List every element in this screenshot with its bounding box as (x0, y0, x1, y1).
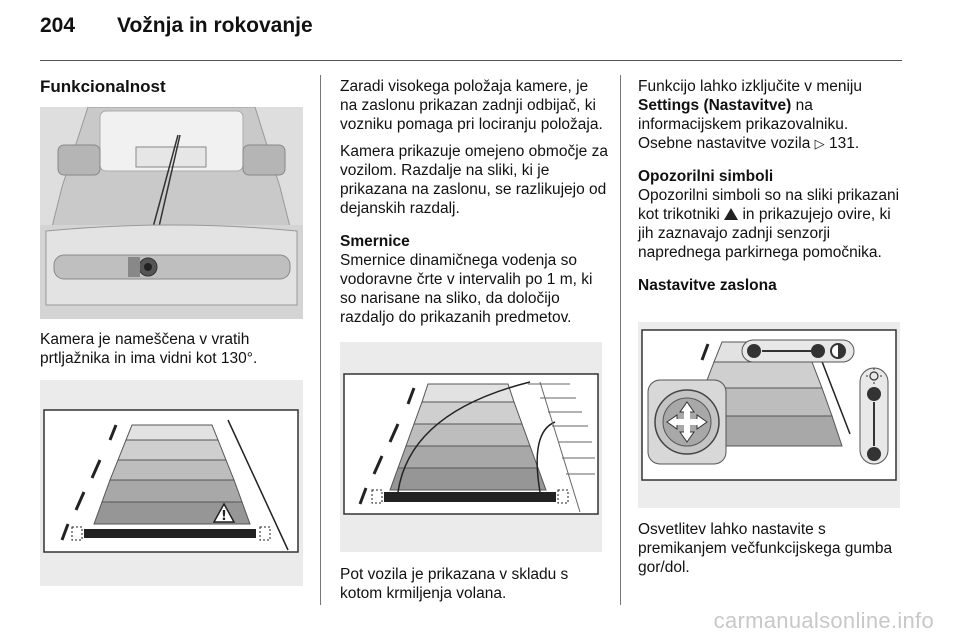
settings-menu-label: Settings (Nastavitve) (638, 97, 792, 114)
dynamic-guidelines-figure (340, 342, 602, 552)
camera-location-figure (40, 107, 303, 319)
dynamic-guide-diagram (340, 342, 602, 552)
column-two (340, 77, 608, 335)
caption-brightness: Osvetlitev lahko nastavite s premikanjem večfunkcijskega gumba gor/dol. (638, 521, 893, 576)
paragraph-distance: Kamera prikazuje omejeno območje za vozilom. Razdalje na sliki, ki je prikazana na zaslonu, se razlikujejo od dejanskih razdalj. (340, 143, 608, 217)
paragraph-bumper: Zaradi visokega položaja kamere, je na zaslonu prikazan zadnji odbijač, ki vozniku pomaga pri lociranju položaja. (340, 78, 603, 133)
arrow-ref-icon: ▷ (814, 136, 825, 151)
display-settings-diagram (638, 322, 900, 508)
paragraph-guidelines: Smernice dinamičnega vodenja so vodoravne črte v intervalih po 1 m, ki so narisane na sliko, da določijo razdaljo do prikazanih predmetov. (340, 252, 593, 326)
paragraph-settings: Funkcijo lahko izključite v meniju Settings (Nastavitve) na informacijskem prikazovalniku. Osebne nastavitve vozila ▷ 131. (638, 78, 862, 152)
page-number: 204 (40, 14, 76, 37)
subheading-display-settings: Nastavitve zaslona (638, 277, 777, 294)
column-divider (320, 75, 321, 605)
subheading-guidelines: Smernice (340, 233, 410, 250)
svg-text:!: ! (221, 509, 227, 524)
car-rear-camera-figure (40, 107, 303, 319)
multifunction-knob-icon (655, 390, 719, 454)
watermark: carmanualsonline.info (713, 608, 934, 633)
column-divider (620, 75, 621, 605)
paragraph-warning: Opozorilni simboli so na sliki prikazani kot trikotniki in prikazujejo ovire, ki jih zaznavajo zadnji senzorji naprednega parkirnega pomočnika. (638, 187, 900, 261)
warning-triangle-icon (724, 208, 738, 220)
camera-view-diagram (40, 380, 303, 586)
display-settings-figure (638, 322, 900, 508)
header-rule (40, 60, 902, 61)
caption-vehicle-path: Pot vozila je prikazana v skladu s kotom krmiljenja volana. (340, 566, 569, 602)
subheading-warning-symbols: Opozorilni simboli (638, 168, 774, 185)
column-three (638, 77, 906, 295)
section-title-functionality: Funkcionalnost (40, 77, 166, 96)
page-title: Vožnja in rokovanje (117, 14, 313, 37)
caption-camera: Kamera je nameščena v vratih prtljažnika in ima vidni kot 130°. (40, 331, 258, 367)
guidelines-figure (40, 380, 303, 586)
